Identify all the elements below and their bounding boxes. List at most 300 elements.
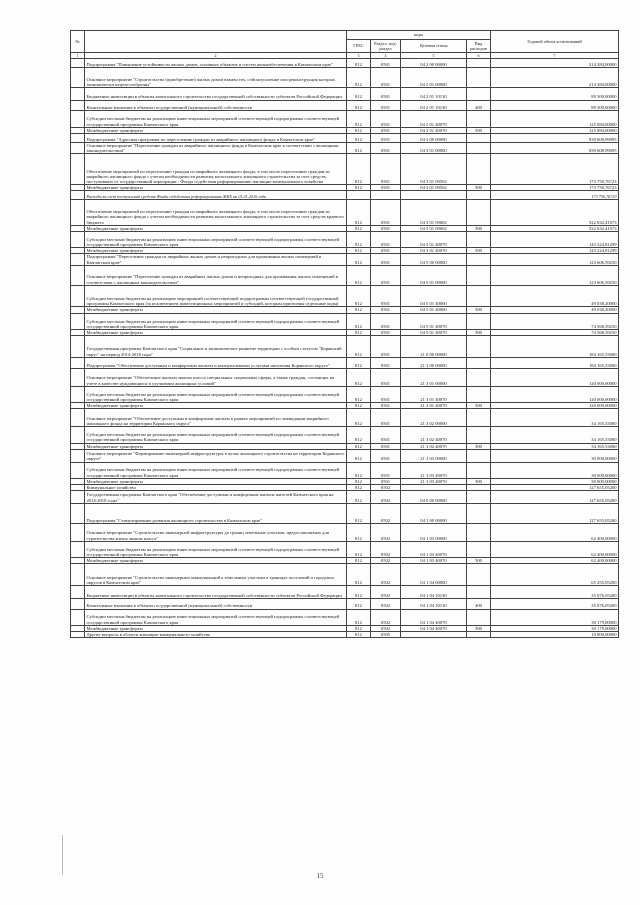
table-row (71, 632, 619, 638)
row-target: 04 1 04 40070 (401, 625, 467, 631)
row-section: 0501 (371, 265, 401, 285)
row-target: 04 1 04 40070 (401, 609, 467, 625)
row-section: 0501 (371, 225, 401, 231)
row-grbs: 812 (347, 133, 371, 142)
row-name: Основное мероприятие "Обеспечение доступным и комфортным жильем в рамках мероприятий по ликвидации аварийного жилищного фонда на территории Корякского округа" (85, 409, 347, 427)
row-target: 04 1 03 40070 (401, 558, 467, 564)
table-row (71, 200, 619, 225)
table-row (71, 586, 619, 599)
row-section: 0501 (371, 427, 401, 443)
row-exptype (467, 609, 491, 625)
row-section: 0501 (371, 403, 401, 409)
row-grbs: 812 (347, 285, 371, 307)
row-amount: 184 165,53000 (491, 357, 619, 368)
row-grbs: 812 (347, 462, 371, 478)
row-number (71, 541, 85, 557)
row-exptype (467, 231, 491, 247)
row-amount: 214 384,00000 (491, 68, 619, 88)
row-target: 04 5 01 40070 (401, 329, 467, 335)
table-row (71, 491, 619, 504)
row-exptype (467, 111, 491, 127)
row-exptype: 500 (467, 127, 491, 133)
row-section: 0501 (371, 111, 401, 127)
row-number (71, 100, 85, 111)
row-target: 21 0 00 00000 (401, 336, 467, 358)
table-row (71, 598, 619, 609)
row-section: 0502 (371, 598, 401, 609)
table-row (71, 541, 619, 557)
row-name: Межбюджетные трансферты (85, 625, 347, 631)
page-number: 15 (316, 872, 324, 880)
codes-group-header: коды (347, 31, 491, 40)
row-grbs: 812 (347, 336, 371, 358)
row-amount: 89 300,00000 (491, 100, 619, 111)
row-name: Основное мероприятие "Строительство инженерной инфраструктуры до границ земельных участков, предоставляемых для строительства жилья эконом класса" (85, 523, 347, 541)
row-target: 04 2 00 00000 (401, 59, 467, 68)
row-target: 04 3 01 09502 (401, 154, 467, 185)
row-section: 0502 (371, 586, 401, 599)
row-amount: 62 400,00000 (491, 558, 619, 564)
row-amount: 62 400,00000 (491, 541, 619, 557)
row-exptype (467, 59, 491, 68)
row-amount: 34 165,53000 (491, 409, 619, 427)
row-exptype (467, 87, 491, 100)
table-row (71, 368, 619, 386)
row-exptype (467, 313, 491, 329)
table-row (71, 254, 619, 265)
row-amount: 30 000,00000 (491, 478, 619, 484)
row-number (71, 409, 85, 427)
row-grbs: 812 (347, 598, 371, 609)
row-number (71, 313, 85, 329)
row-grbs: 812 (347, 329, 371, 335)
row-name: Государственная программа Камчатского края "Обеспечение доступным и комфортным жильем жителей Камчатского края на 2014-2018 годы" (85, 491, 347, 504)
table-row (71, 462, 619, 478)
row-amount: 522 632,41073 (491, 200, 619, 225)
row-exptype (467, 541, 491, 557)
row-target: 04 2 01 40070 (401, 127, 467, 133)
row-number (71, 564, 85, 586)
row-name: Государственная программа Камчатского края "Социальное и экономическое развитие территории с особым статусом "Корякский округ" на период 2014-2018 годы" (85, 336, 347, 358)
row-grbs: 812 (347, 503, 371, 523)
row-number (71, 586, 85, 599)
row-section: 0501 (371, 143, 401, 154)
row-section: 0501 (371, 478, 401, 484)
row-amount: 173 750,76723 (491, 191, 619, 200)
row-target: 04 2 01 00000 (401, 68, 467, 88)
row-exptype: 500 (467, 625, 491, 631)
row-grbs: 812 (347, 632, 371, 638)
row-exptype (467, 632, 491, 638)
row-grbs: 812 (347, 248, 371, 254)
table-row (71, 285, 619, 307)
row-name: Основное мероприятие "Переселение граждан из аварийных жилых домов и непригодных для проживания жилых помещений в соответствии с жилищным законодательством" (85, 265, 347, 285)
row-grbs: 812 (347, 403, 371, 409)
row-exptype (467, 427, 491, 443)
row-target: 21 3 03 40070 (401, 478, 467, 484)
row-target: 04 0 00 00000 (401, 491, 467, 504)
row-exptype (467, 503, 491, 523)
row-section: 0501 (371, 87, 401, 100)
row-name: Основное мероприятие "Строительство инженерных коммуникаций к земельным участкам в границах поселений и городских округов в Камчатском крае" (85, 564, 347, 586)
row-name: Подпрограмма "Обеспечение доступным и комфортным жильем и коммунальными услугами населения Корякского округа" (85, 357, 347, 368)
row-exptype (467, 462, 491, 478)
row-name: Межбюджетные трансферты (85, 225, 347, 231)
row-amount: 173 750,76723 (491, 154, 619, 185)
row-number (71, 59, 85, 68)
row-section: 0501 (371, 254, 401, 265)
row-section: 0501 (371, 231, 401, 247)
row-name: Межбюджетные трансферты (85, 558, 347, 564)
row-amount: 65 255,05200 (491, 564, 619, 586)
row-amount: 120 000,00000 (491, 403, 619, 409)
row-grbs: 812 (347, 586, 371, 599)
row-grbs: 812 (347, 111, 371, 127)
row-section: 0502 (371, 609, 401, 625)
row-number (71, 491, 85, 504)
row-number (71, 386, 85, 402)
row-target: 04 3 01 09602 (401, 200, 467, 225)
row-name: Субсидии местным бюджетам на реализацию инвестиционных мероприятий соответствующей подпрограммы соответствующей государственной программы Камчатского края (85, 111, 347, 127)
row-section: 0501 (371, 462, 401, 478)
row-name: Расходы за счет поступлений средств Фонда содействия реформированию ЖКХ на 01.01.2016 года (85, 191, 347, 200)
row-section: 0501 (371, 409, 401, 427)
row-amount: 123 606,59250 (491, 265, 619, 285)
row-target: 04 5 01 40060 (401, 285, 467, 307)
table-row (71, 564, 619, 586)
row-amount: 125 084,00000 (491, 111, 619, 127)
row-target: 21 3 03 40070 (401, 462, 467, 478)
row-number (71, 254, 85, 265)
row-section: 0501 (371, 100, 401, 111)
row-amount: 173 750,76723 (491, 185, 619, 191)
row-amount: 62 400,00000 (491, 523, 619, 541)
row-number (71, 143, 85, 154)
row-amount: 34 165,53000 (491, 427, 619, 443)
row-grbs: 812 (347, 87, 371, 100)
row-number (71, 200, 85, 225)
row-number (71, 598, 85, 609)
row-name: Основное мероприятие "Обеспечение жильем эконом класса специальных социальных сферы, а также граждан, состоящих на учете в качестве нуждающихся в улучшении жилищных условий" (85, 368, 347, 386)
row-name: Межбюджетные трансферты (85, 248, 347, 254)
row-exptype: 500 (467, 307, 491, 313)
row-exptype: 500 (467, 558, 491, 564)
row-number (71, 368, 85, 386)
row-name: Другие вопросы в области жилищно-коммунального хозяйства (85, 632, 347, 638)
row-grbs: 812 (347, 200, 371, 225)
row-grbs: 812 (347, 357, 371, 368)
row-exptype (467, 449, 491, 462)
row-amount: 839 608,99095 (491, 133, 619, 142)
row-name: Межбюджетные трансферты (85, 329, 347, 335)
row-amount: 30 179,00000 (491, 625, 619, 631)
row-number (71, 357, 85, 368)
row-grbs: 812 (347, 231, 371, 247)
row-amount: 214 384,00000 (491, 59, 619, 68)
row-name: Бюджетные инвестиции в объекты капитального строительства государственной собственности субъектов Российской Федерации (85, 586, 347, 599)
row-section: 0501 (371, 329, 401, 335)
row-target: 21 3 00 00000 (401, 357, 467, 368)
row-exptype (467, 368, 491, 386)
row-exptype (467, 409, 491, 427)
row-section: 0501 (371, 185, 401, 191)
row-amount: 30 000,00000 (491, 449, 619, 462)
col-number: 4 (371, 53, 401, 59)
row-exptype: 500 (467, 185, 491, 191)
row-exptype (467, 143, 491, 154)
row-section: 0501 (371, 386, 401, 402)
row-exptype: 500 (467, 329, 491, 335)
row-amount: 30 000,00000 (491, 462, 619, 478)
row-amount: 184 165,53000 (491, 336, 619, 358)
col-grbs-header: ГРБС (347, 40, 371, 53)
col-amount-header: Годовой объем ассигнований (491, 31, 619, 53)
row-number (71, 111, 85, 127)
row-target: 04 1 03 40070 (401, 541, 467, 557)
row-name: Капитальные вложения в объекты государственной (муниципальной) собственности (85, 598, 347, 609)
row-exptype (467, 285, 491, 307)
row-target (401, 191, 467, 200)
row-name: Коммунальное хозяйство (85, 485, 347, 491)
row-amount: 143 224,81299 (491, 248, 619, 254)
row-exptype (467, 564, 491, 586)
row-amount: 49 038,20000 (491, 307, 619, 313)
table-row (71, 68, 619, 88)
row-section: 0501 (371, 200, 401, 225)
row-name: Основное мероприятие "Строительство (приобретение) жилых домов взамен тех, сейсмоусиление или реконструкция которых экономически нецелесообразны" (85, 68, 347, 88)
row-grbs: 812 (347, 485, 371, 491)
table-row (71, 143, 619, 154)
row-number (71, 191, 85, 200)
row-section: 0501 (371, 307, 401, 313)
row-number (71, 462, 85, 478)
row-section: 0502 (371, 523, 401, 541)
row-section: 0501 (371, 313, 401, 329)
row-number (71, 336, 85, 358)
row-exptype (467, 523, 491, 541)
col-number: 2 (85, 53, 347, 59)
row-number (71, 68, 85, 88)
row-target: 21 3 02 40070 (401, 443, 467, 449)
col-number: 5 (401, 53, 467, 59)
row-amount: 10 000,00000 (491, 632, 619, 638)
row-target: 21 3 01 40070 (401, 403, 467, 409)
col-number: 7 (491, 53, 619, 59)
row-name: Субсидии местным бюджетам на реализацию инвестиционных мероприятий соответствующей подпрограммы соответствующей государственной программы Камчатского края (85, 541, 347, 557)
row-target: 04 1 03 00000 (401, 523, 467, 541)
row-exptype (467, 265, 491, 285)
col-number: 1 (71, 53, 85, 59)
row-exptype: 500 (467, 248, 491, 254)
row-target: 04 3 01 40070 (401, 248, 467, 254)
row-section: 0502 (371, 558, 401, 564)
row-target: 04 5 01 00000 (401, 265, 467, 285)
row-grbs: 812 (347, 443, 371, 449)
table-row (71, 449, 619, 462)
row-amount: 143 224,81299 (491, 231, 619, 247)
row-section: 0501 (371, 285, 401, 307)
row-name: Обеспечение мероприятий по переселению граждан из аварийного жилищного фонда, в том числе переселению граждан из аварийного жилищного фонда с учетом необходимости развития малоэтажного жилищного строительства за счет средств, поступивших от государственной корпорации - Фонда содействия реформированию жилищно-коммунального хозяйства (85, 154, 347, 185)
row-grbs: 812 (347, 225, 371, 231)
row-target: 04 3 01 09502 (401, 185, 467, 191)
row-name: Межбюджетные трансферты (85, 478, 347, 484)
row-target: 04 2 01 40070 (401, 111, 467, 127)
row-exptype (467, 491, 491, 504)
col-no-header: № (71, 31, 85, 53)
table-row (71, 503, 619, 523)
row-section: 0501 (371, 368, 401, 386)
row-grbs: 812 (347, 313, 371, 329)
row-exptype: 500 (467, 403, 491, 409)
row-target: 21 3 02 00000 (401, 409, 467, 427)
row-number (71, 632, 85, 638)
row-name: Основное мероприятие "Формирование инженерной инфраструктуры в целях жилищного строительства на территории Корякского округа" (85, 449, 347, 462)
row-amount: 74 568,39250 (491, 329, 619, 335)
table-row (71, 59, 619, 68)
row-amount: 89 300,00000 (491, 87, 619, 100)
col-number: 6 (467, 53, 491, 59)
table-row (71, 100, 619, 111)
row-section: 0501 (371, 133, 401, 142)
row-target: 04 5 01 40060 (401, 307, 467, 313)
row-amount: 125 084,00000 (491, 127, 619, 133)
row-section: 0501 (371, 449, 401, 462)
row-target: 04 5 01 40070 (401, 313, 467, 329)
row-name: Межбюджетные трансферты (85, 403, 347, 409)
row-amount: 49 038,20000 (491, 285, 619, 307)
row-exptype (467, 68, 491, 88)
row-grbs: 812 (347, 307, 371, 313)
col-section-header: Раздел, под- раздел (371, 40, 401, 53)
row-exptype (467, 154, 491, 185)
row-name: Обеспечение мероприятий по переселению граждан из аварийного жилищного фонда, в том числе переселению граждан из аварийного жилищного фонда с учетом необходимости развития малоэтажного жилищного строительства за счет средств краевого бюджета (85, 200, 347, 225)
row-section: 0501 (371, 154, 401, 185)
row-grbs: 812 (347, 100, 371, 111)
row-target: 04 5 00 00000 (401, 254, 467, 265)
row-target: 21 3 03 00000 (401, 449, 467, 462)
row-amount: 74 568,39250 (491, 313, 619, 329)
row-target: 04 2 01 10130 (401, 87, 467, 100)
row-target: 04 2 01 10130 (401, 100, 467, 111)
row-section: 0501 (371, 248, 401, 254)
row-amount: 35 076,05200 (491, 598, 619, 609)
row-amount: 127 655,05200 (491, 503, 619, 523)
table-row (71, 231, 619, 247)
table-row (71, 336, 619, 358)
row-amount: 30 179,00000 (491, 609, 619, 625)
row-name: Подпрограмма "Адресная программа по переселению граждан из аварийного жилищного фонда в Камчатском крае" (85, 133, 347, 142)
row-name: Субсидии местным бюджетам на реализацию инвестиционных мероприятий соответствующей подпрограммы соответствующей государственной программы Камчатского края (85, 462, 347, 478)
row-grbs: 812 (347, 68, 371, 88)
row-grbs: 812 (347, 609, 371, 625)
table-row (71, 427, 619, 443)
col-exptype-header: Вид расходов (467, 40, 491, 53)
row-name: Межбюджетные трансферты (85, 185, 347, 191)
row-exptype (467, 336, 491, 358)
table-row (71, 133, 619, 142)
row-amount: 35 076,05200 (491, 586, 619, 599)
row-grbs: 812 (347, 625, 371, 631)
row-section: 0502 (371, 503, 401, 523)
row-exptype: 500 (467, 225, 491, 231)
row-name: Подпрограмма "Переселение граждан из аварийных жилых домов и непригодных для проживания жилых помещений в Камчатском крае" (85, 254, 347, 265)
row-target: 04 3 00 00000 (401, 133, 467, 142)
row-grbs: 812 (347, 409, 371, 427)
row-exptype (467, 133, 491, 142)
row-name: Бюджетные инвестиции в объекты капитального строительства государственной собственности субъектов Российской Федерации (85, 87, 347, 100)
row-section: 0501 (371, 59, 401, 68)
col-number: 3 (347, 53, 371, 59)
row-section: 0501 (371, 443, 401, 449)
row-grbs: 812 (347, 491, 371, 504)
row-name: Межбюджетные трансферты (85, 127, 347, 133)
row-grbs: 812 (347, 478, 371, 484)
row-amount: 120 000,00000 (491, 386, 619, 402)
row-exptype (467, 586, 491, 599)
budget-table (70, 30, 619, 638)
row-target: 04 1 04 10130 (401, 586, 467, 599)
row-amount: 120 000,00000 (491, 368, 619, 386)
row-section: 0502 (371, 485, 401, 491)
row-amount: 839 608,99095 (491, 143, 619, 154)
table-row (71, 409, 619, 427)
row-name: Подпрограмма "Стимулирование развития жилищного строительства в Камчатском крае" (85, 503, 347, 523)
table-row (71, 111, 619, 127)
row-target: 04 1 00 00000 (401, 503, 467, 523)
row-exptype (467, 254, 491, 265)
table-row (71, 386, 619, 402)
row-name: Субсидии местным бюджетам на реализацию инвестиционных мероприятий соответствующей подпрограммы соответствующей государственной программы Камчатского края (85, 231, 347, 247)
row-number (71, 427, 85, 443)
row-name: Субсидии местным бюджетам на реализацию инвестиционных мероприятий соответствующей подпрограммы соответствующей государственной программы Камчатского края (85, 313, 347, 329)
row-amount: 522 632,41073 (491, 225, 619, 231)
row-section: 0501 (371, 336, 401, 358)
table-row (71, 357, 619, 368)
row-number (71, 231, 85, 247)
table-row (71, 154, 619, 185)
table-row (71, 265, 619, 285)
row-grbs: 812 (347, 558, 371, 564)
row-name: Капитальные вложения в объекты государственной (муниципальной) собственности (85, 100, 347, 111)
row-number (71, 503, 85, 523)
row-grbs: 812 (347, 368, 371, 386)
row-number (71, 154, 85, 185)
row-target (401, 632, 467, 638)
row-grbs: 812 (347, 185, 371, 191)
row-exptype (467, 386, 491, 402)
table-row (71, 523, 619, 541)
row-exptype (467, 200, 491, 225)
table-row (71, 313, 619, 329)
row-amount: 34 165,53000 (491, 443, 619, 449)
row-grbs: 812 (347, 427, 371, 443)
col-name-header (85, 31, 347, 53)
table-row (71, 609, 619, 625)
row-number (71, 609, 85, 625)
row-name: Субсидии местным бюджетам на реализацию инвестиционных мероприятий соответствующей подпрограммы соответствующей государственной программы Камчатского края (85, 609, 347, 625)
row-exptype: 500 (467, 478, 491, 484)
row-grbs: 812 (347, 59, 371, 68)
row-target: 04 1 04 10130 (401, 598, 467, 609)
table-body (71, 59, 619, 638)
row-section: 0501 (371, 127, 401, 133)
row-grbs: 812 (347, 523, 371, 541)
row-exptype: 500 (467, 443, 491, 449)
row-amount: 123 606,59250 (491, 254, 619, 265)
row-grbs: 812 (347, 386, 371, 402)
table-row (71, 191, 619, 200)
row-number (71, 285, 85, 307)
